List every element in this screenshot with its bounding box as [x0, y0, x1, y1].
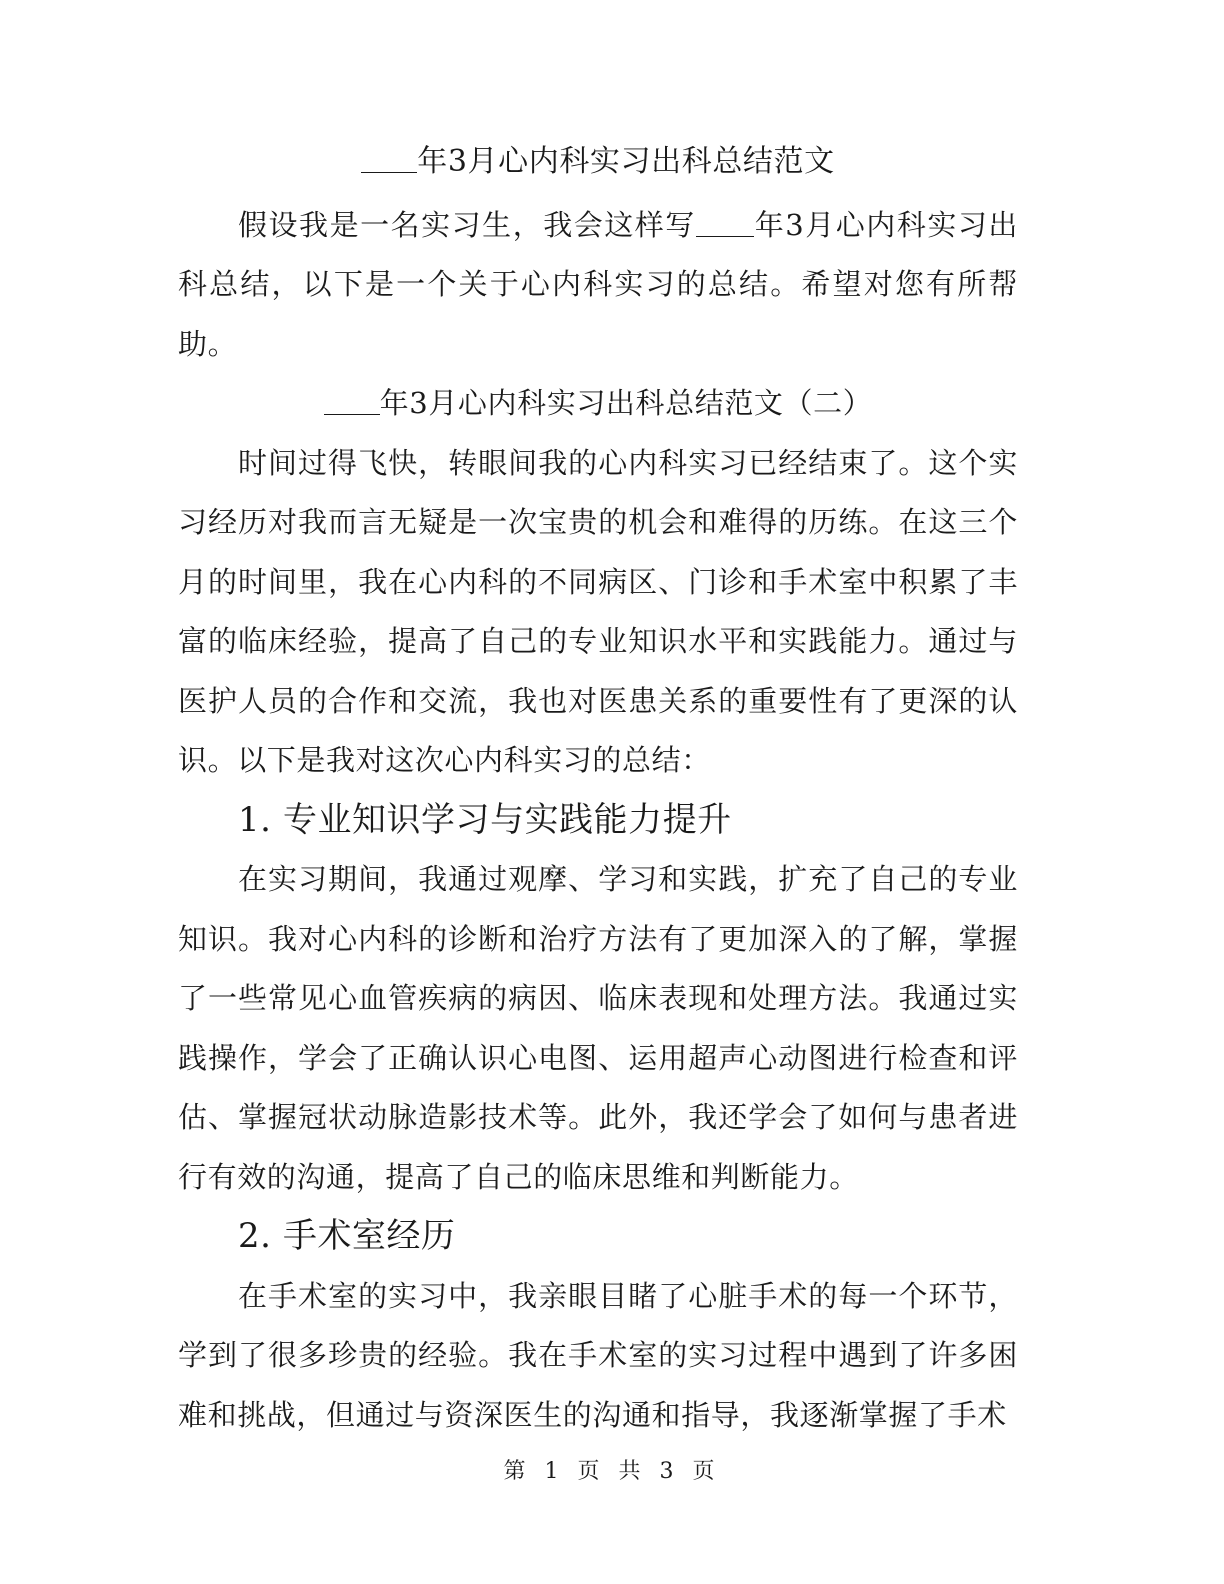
page-footer: 第 1 页 共 3 页 — [503, 1459, 721, 1484]
intro-blank — [696, 207, 754, 237]
body-paragraph-2: 在实习期间，我通过观摩、学习和实践，扩充了自己的专业知识。我对心内科的诊断和治疗方法有了更加深入的了解，掌握了一些常见心血管疾病的病因、临床表现和处理方法。我通过实践操作，学会了正确认识心电图、运用超声心动图进行检查和评估、掌握冠状动脉造影技术等。此外，我还学会了如何与患者进行有效的沟通，提高了自己的临床思维和判断能力。 — [178, 862, 1018, 1194]
subtitle-blank — [324, 385, 380, 415]
section-heading-1: 1. 专业知识学习与实践能力提升 — [238, 800, 732, 840]
section-heading-2: 2. 手术室经历 — [238, 1217, 456, 1256]
document-title — [178, 132, 1018, 192]
intro-text-part1: 假设我是一名实习生，我会这样写 — [238, 207, 696, 242]
intro-text-part2: 年3月心内科实习出科总结，以下是一个关于心内科实习的总结。希望对您有所帮助。 — [178, 207, 1018, 361]
intro-paragraph — [178, 196, 1018, 375]
document-body — [178, 132, 1018, 1445]
body-paragraph-1: 时间过得飞快，转眼间我的心内科实习已经结束了。这个实习经历对我而言无疑是一次宝贵的机会和难得的历练。在这三个月的时间里，我在心内科的不同病区、门诊和手术室中积累了丰富的临床经验，提高了自己的专业知识水平和实践能力。通过与医护人员的合作和交流，我也对医患关系的重要性有了更深的认识。以下是我对这次心内科实习的总结： — [178, 445, 1018, 777]
title-blank — [361, 142, 417, 173]
document-subtitle — [178, 374, 1018, 434]
document-subtitle-text: 年3月心内科实习出科总结范文（二） — [379, 386, 873, 420]
document-title-text: 年3月心内科实习出科总结范文 — [417, 144, 835, 179]
body-paragraph-3: 在手术室的实习中，我亲眼目睹了心脏手术的每一个环节，学到了很多珍贵的经验。我在手术室的实习过程中遇到了许多困难和挑战，但通过与资深医生的沟通和指导，我逐渐掌握了手术 — [178, 1278, 1018, 1432]
